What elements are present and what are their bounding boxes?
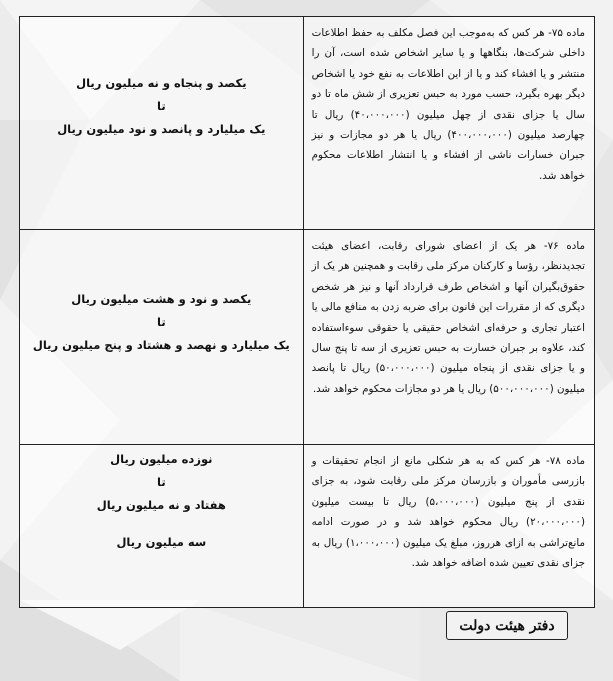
table-row [20, 445, 595, 608]
article-cell [303, 445, 594, 608]
law-articles-table [19, 16, 595, 608]
penalty-cell [20, 17, 304, 230]
penalty-line: نوزده میلیون ریال [110, 452, 213, 466]
penalty-line: یک میلیارد و نهصد و هشتاد و پنج میلیون ریال [32, 338, 290, 352]
penalty-cell [20, 230, 304, 445]
article-cell [303, 17, 594, 230]
table-row [20, 17, 595, 230]
penalty-line: یک میلیارد و پانصد و نود میلیون ریال [57, 122, 266, 136]
article-78-text: ماده ۷۸- هر کس که به هر شکلی مانع از انجام تحقیقات و بازرسی مأموران و بازرسان مرکز ملی رقابت شود، به جزای نقدی از پنج میلیون (۵،۰۰۰،۰۰۰) ریال تا بیست میلیون (۲۰،۰۰۰،۰۰۰) ریال محکوم خواهد شد و در صورت ادامه مانع‌تراشی به ازای هرروز، مبلغ یک میلیون (۱،۰۰۰،۰۰۰) ریال به جزای نقدی تعیین شده اضافه خواهد شد. [311, 455, 586, 570]
penalty-line: یکصد و پنجاه و نه میلیون ریال [76, 76, 247, 90]
government-office-stamp: دفتر هیئت دولت [446, 611, 568, 640]
penalty-line: تا [157, 99, 166, 113]
article-cell [303, 230, 594, 445]
penalty-line: هفتاد و نه میلیون ریال [96, 498, 226, 512]
table-row [20, 230, 595, 445]
penalty-line: یکصد و نود و هشت میلیون ریال [71, 292, 252, 306]
article-75-text: ماده ۷۵- هر کس که به‌موجب این فصل مکلف به حفظ اطلاعات داخلی شرکت‌ها، بنگاهها و یا سایر اشخاص شده است، آن را منتشر و یا افشاء کند و یا از این اطلاعات به نفع خود یا اشخاص دیگر بهره بگیرد، حسب مورد به حبس تعزیری از شش ماه تا دو سال یا جزای نقدی از چهل میلیون (۴۰،۰۰۰،۰۰۰) ریال تا چهارصد میلیون (۴۰۰،۰۰۰،۰۰۰) ریال یا هر دو مجازات و نیز جبران خسارات ناشی از افشاء و یا انتشار اطلاعات محکوم خواهد شد. [311, 27, 586, 182]
penalty-line: سه میلیون ریال [116, 535, 207, 549]
penalty-cell [20, 445, 304, 608]
penalty-line: تا [157, 315, 166, 329]
article-76-text: ماده ۷۶- هر یک از اعضای شورای رقابت، اعضای هیئت تجدیدنظر، رؤسا و کارکنان مرکز ملی رقابت و همچنین هر یک از حقوق‌بگیران آنها و اشخاص طرف قرارداد آنها و نیز هر شخص دیگری که از مقررات این قانون برای ضربه زدن به منافع مالی یا اعتبار تجاری و حرفه‌ای اشخاص حقیقی یا حقوقی سوءاستفاده کند، علاوه بر جبران خسارت به حبس تعزیری از سه تا پنج سال و یا جزای نقدی از پنجاه میلیون (۵۰،۰۰۰،۰۰۰) ریال تا پانصد میلیون (۵۰۰،۰۰۰،۰۰۰) ریال یا هر دو مجازات محکوم خواهد شد. [311, 240, 586, 395]
penalty-line: تا [157, 475, 166, 489]
